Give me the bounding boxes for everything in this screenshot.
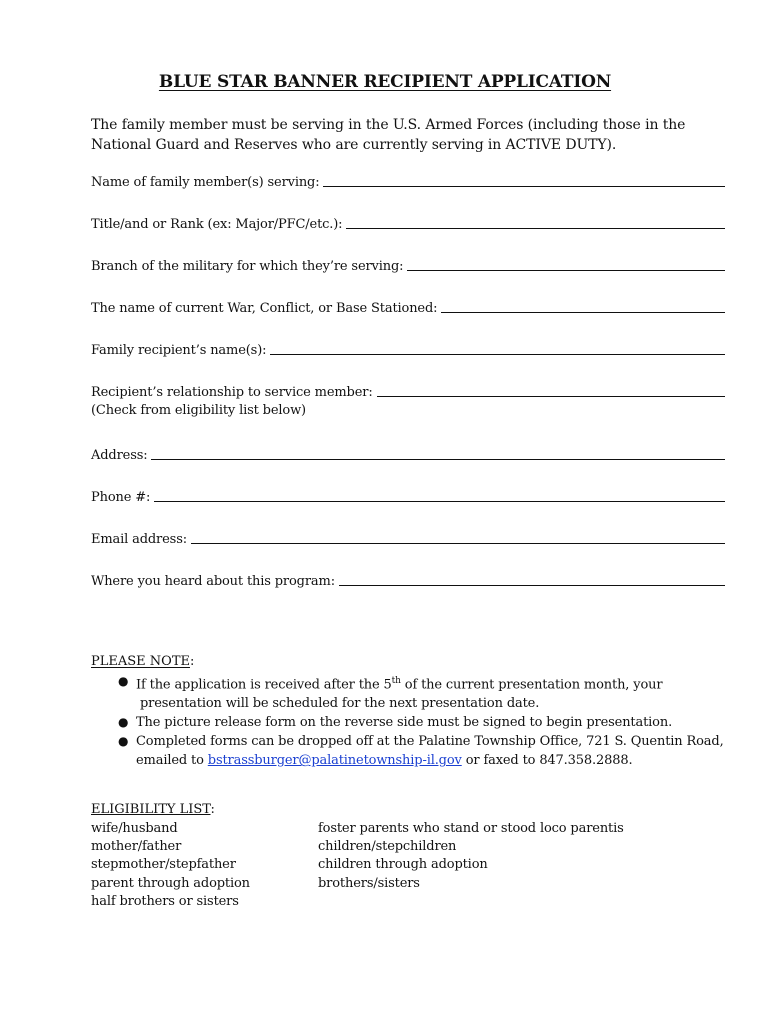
recipient-name-field[interactable] [91, 338, 725, 358]
title-rank-label: Title/and or Rank (ex: Major/PFC/etc.): [91, 217, 343, 232]
note-item-release [91, 713, 731, 732]
note-item-deadline-text-2: of the current presentation month, your [400, 677, 663, 693]
war-conflict-line[interactable] [441, 299, 725, 313]
title-rank-field[interactable] [91, 212, 725, 232]
relationship-field[interactable] [91, 380, 725, 400]
eligibility-item: wife/husband [91, 821, 178, 836]
note-item-submit-pre: emailed to [136, 753, 208, 769]
bullet-icon: ● [118, 715, 129, 730]
eligibility-item: children/stepchildren [318, 839, 457, 855]
bullet-icon: ● [118, 674, 129, 688]
eligibility-left-column [91, 820, 250, 911]
eligibility-item: parent through adoption [91, 875, 250, 891]
form-title: BLUE STAR BANNER RECIPIENT APPLICATION [158, 72, 612, 92]
recipient-name-label: Family recipient’s name(s): [91, 343, 267, 358]
please-note-title: PLEASE NOTE [91, 654, 190, 669]
title-rank-line[interactable] [346, 215, 725, 229]
heard-label: Where you heard about this program: [91, 574, 335, 589]
note-item-deadline [91, 672, 731, 713]
branch-field[interactable] [91, 254, 725, 274]
member-name-line[interactable] [323, 173, 725, 187]
please-note-colon: : [189, 654, 195, 669]
intro-paragraph: The family member must be serving in the U.S. Armed Forces (including those in the National Guard and Reserves who are currently serving in ACTIVE DUTY). [91, 117, 686, 153]
note-item-deadline-line2: presentation will be scheduled for the next presentation date. [140, 696, 540, 712]
eligibility-item: children through adoption [318, 857, 488, 873]
note-item-deadline-text: If the application is received after the 5 [136, 677, 392, 693]
address-line[interactable] [151, 446, 725, 460]
address-field[interactable] [91, 443, 725, 463]
eligibility-item: mother/father [91, 839, 182, 855]
eligibility-item: half brothers or sisters [91, 893, 239, 909]
heard-line[interactable] [339, 572, 725, 586]
member-name-label: Name of family member(s) serving: [91, 175, 320, 190]
phone-label: Phone #: [91, 490, 151, 505]
email-label: Email address: [91, 532, 187, 547]
phone-field[interactable] [91, 485, 725, 505]
war-conflict-label: The name of current War, Conflict, or Base Stationed: [91, 301, 438, 316]
note-item-release-text: The picture release form on the reverse side must be signed to begin presentation. [136, 715, 673, 731]
phone-line[interactable] [154, 488, 725, 502]
eligibility-right-column [318, 820, 624, 893]
eligibility-item: foster parents who stand or stood loco parentis [318, 821, 624, 836]
eligibility-colon: : [210, 802, 215, 817]
relationship-label: Recipient’s relationship to service member: [91, 385, 373, 400]
recipient-name-line[interactable] [270, 341, 725, 355]
bullet-icon: ● [118, 734, 129, 749]
branch-line[interactable] [407, 257, 725, 271]
address-label: Address: [91, 448, 148, 463]
note-item-submit-post: or faxed to 847.358.2888. [461, 753, 633, 769]
eligibility-item: brothers/sisters [318, 875, 420, 891]
war-conflict-field[interactable] [91, 296, 725, 316]
eligibility-item: stepmother/stepfather [91, 857, 236, 873]
branch-label: Branch of the military for which they’re serving: [91, 259, 404, 274]
email-link[interactable]: bstrassburger@palatinetownship-il.gov [207, 753, 462, 769]
email-line[interactable] [191, 530, 725, 544]
note-item-submit-text: Completed forms can be dropped off at the Palatine Township Office, 721 S. Quentin Road, [136, 734, 724, 750]
eligibility-title: ELIGIBILITY LIST [91, 802, 211, 817]
member-name-field[interactable] [91, 170, 725, 190]
relationship-note: (Check from eligibility list below) [91, 403, 306, 418]
note-item-deadline-sup: th [391, 676, 401, 686]
note-list [91, 672, 731, 770]
eligibility-heading [91, 802, 215, 817]
email-field[interactable] [91, 527, 725, 547]
please-note-heading [91, 654, 194, 669]
relationship-line[interactable] [377, 383, 725, 397]
heard-field[interactable] [91, 569, 725, 589]
note-item-submit [91, 732, 731, 770]
